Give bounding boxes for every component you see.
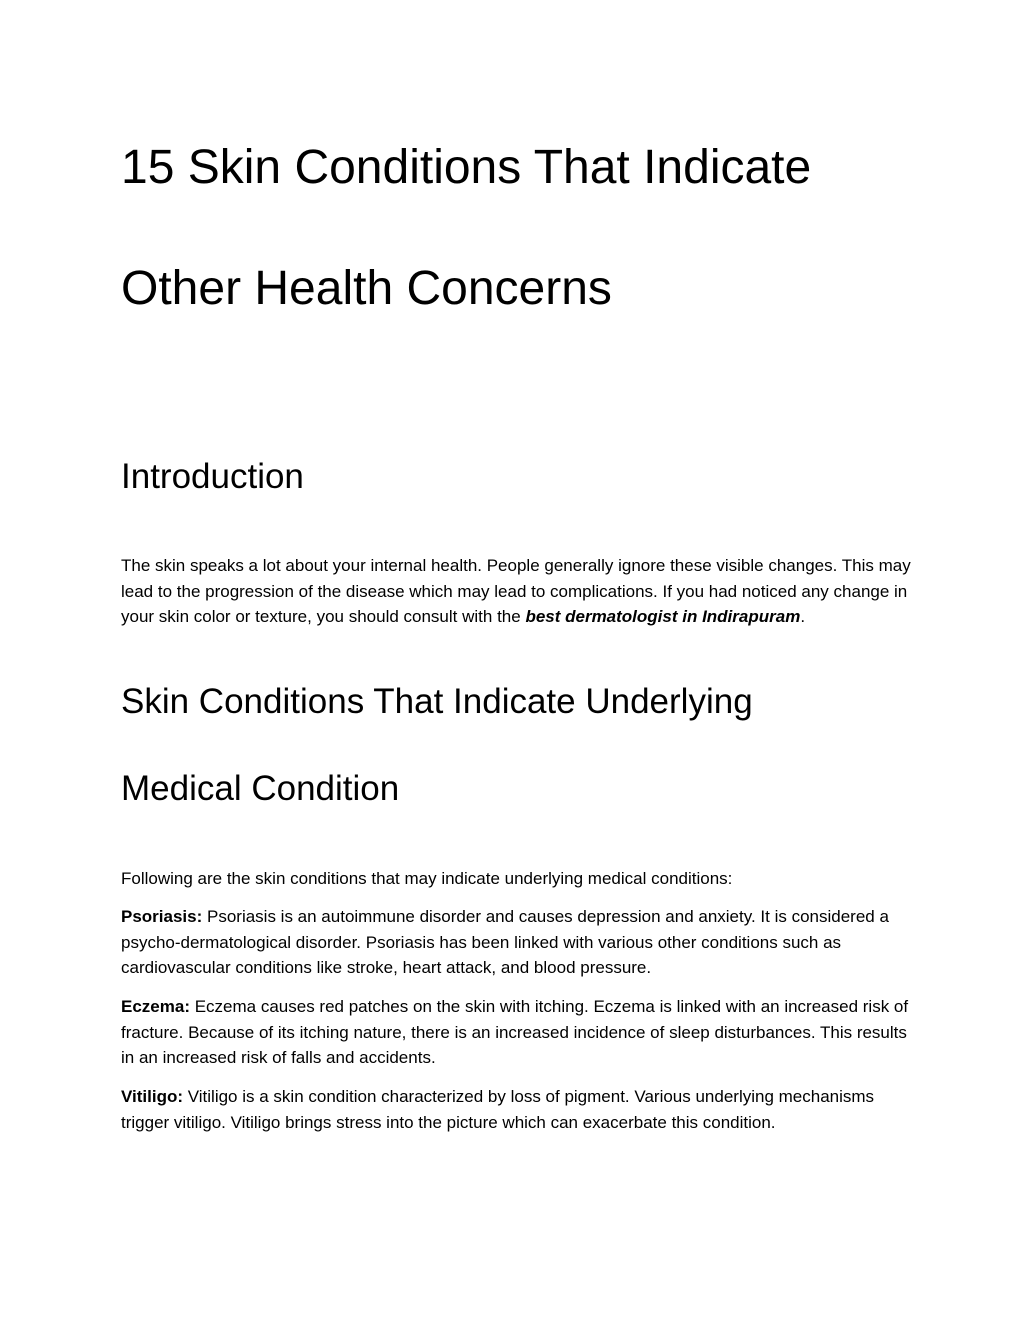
introduction-heading: Introduction: [121, 457, 304, 496]
skin-conditions-heading-line-2: Medical Condition: [121, 769, 400, 808]
title-line-1: 15 Skin Conditions That Indicate: [121, 141, 812, 194]
condition-description: Vitiligo is a skin condition characterized by loss of pigment. Various underlying mechanisms trigger vitiligo. Vitiligo brings stress into the picture which can exacerbate this condition.: [121, 1087, 875, 1132]
skin-conditions-lead: Following are the skin conditions that may indicate underlying medical conditions:: [121, 869, 733, 888]
condition-term: Psoriasis:: [121, 907, 203, 926]
condition-description: Psoriasis is an autoimmune disorder and causes depression and anxiety. It is considered a psycho-dermatological disorder. Psoriasis has been linked with various other conditions such as cardiovascular conditions like stroke, heart attack, and blood pressure.: [121, 907, 889, 977]
skin-conditions-heading-line-1: Skin Conditions That Indicate Underlying: [121, 682, 753, 721]
condition-item-eczema: [121, 994, 911, 1071]
condition-term: Vitiligo:: [121, 1087, 184, 1106]
title-line-2: Other Health Concerns: [121, 262, 612, 315]
condition-term: Eczema:: [121, 997, 190, 1016]
introduction-text: The skin speaks a lot about your internal health. People generally ignore these visible changes. This may lead to the progression of the disease which may lead to complications. If you had noticed any change in your skin color or texture, you should consult with the: [121, 556, 911, 626]
dermatologist-emphasis: best dermatologist in Indirapuram: [525, 607, 801, 626]
introduction-paragraph: [121, 553, 911, 630]
introduction-text-end: .: [800, 607, 806, 626]
condition-item-psoriasis: [121, 904, 911, 981]
condition-item-vitiligo: [121, 1084, 911, 1135]
condition-description: Eczema causes red patches on the skin with itching. Eczema is linked with an increased risk of fracture. Because of its itching nature, there is an increased incidence of sleep disturbances. This results in an increased risk of falls and accidents.: [121, 997, 909, 1067]
skin-conditions-heading: [121, 680, 753, 854]
